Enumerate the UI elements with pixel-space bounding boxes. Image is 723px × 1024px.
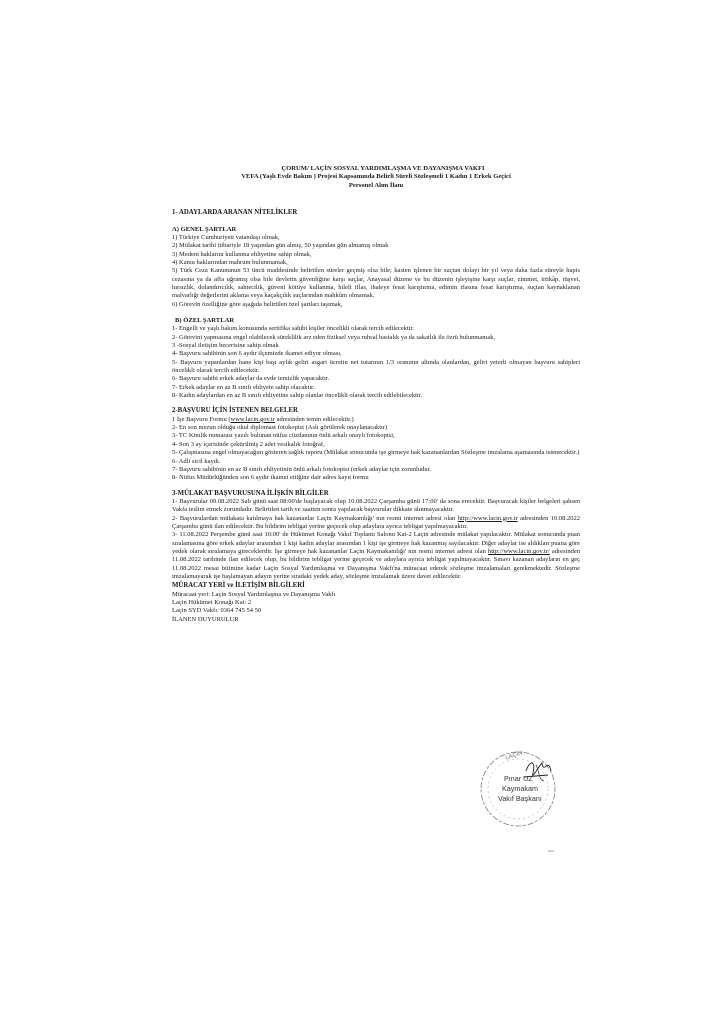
- special-conditions-list: [172, 325, 580, 400]
- list-item: 1- Engelli ve yaşlı bakım konusunda sertifika sahibi kişiler öncelikli olarak tercih edilecektir.: [172, 325, 415, 333]
- section-2-heading: 2-BAŞVURU İÇİN İSTENEN BELGELER: [172, 407, 298, 415]
- required-documents-list: [172, 416, 580, 483]
- item-text: adresinden temin edilecektir.): [274, 415, 354, 423]
- contact-line: Müracaat yeri: Laçin Sosyal Yardımlaşma ve Dayanışma Vakfı: [172, 590, 336, 598]
- contact-heading: MÜRACAT YERİ ve İLETİŞİM BİLGİLERİ: [172, 582, 305, 590]
- signatory-name: Pınar UZ: [504, 774, 533, 783]
- paragraph-text: 2- Başvurulardan mülakata katılmaya hak kazananlar Laçin Kaymakamlığı' nın resmi internet adresi olan: [172, 514, 458, 522]
- list-item: 5) Türk Ceza Kanununun 53 üncü maddesinde belirtilen süreler geçmiş olsa bile; kasten işlenen bir suçtan dolayı bir yıl veya daha fazla süreyle hapis cezasına ya da affa uğramış olsa bile devletin güvenliğine karşı suçlar, Anayasal düzene ve bu düzenin işleyişine karşı suçlar, zimmet, irtikâp, rüşvet, hırsızlık, dolandırıcılık, sahtecilik, güveni kötüye kullanma, hileli iflas, ihaleye fesat karıştırma, edimin ifasına fesat karıştırma, suçtan kaynaklanan malvarlığı değerlerini aklama veya kaçakçılık suçlarından mahkûm olmamak.: [172, 267, 580, 300]
- lacin-website-link[interactable]: http://www.lacin.gov.tr/: [487, 547, 550, 555]
- lacin-website-link[interactable]: www.lacin.gov.tr: [230, 415, 275, 423]
- signatory-title: Kaymakam: [502, 784, 538, 793]
- list-item: 3) Medeni haklarını kullanma ehliyetine sahip olmak,: [172, 250, 312, 258]
- contact-line: Laçin Hükümet Konağı Kat: 2: [172, 599, 252, 606]
- general-conditions-list: [172, 234, 580, 309]
- list-item: 4- Son 3 ay içerisinde çektirilmiş 2 adet vesikalık fotoğraf,: [172, 440, 325, 448]
- contact-line: Laçin SYD Vakfı: 0364 745 54 50: [172, 607, 262, 615]
- general-conditions-heading: A) GENEL ŞARTLAR: [172, 225, 237, 233]
- section-1-heading: 1- ADAYLARDA ARANAN NİTELİKLER: [172, 209, 298, 217]
- list-item: 7- Başvuru sahibinin en az B sınıfı ehliyetinin önlü arkalı fotokopisi (erkek adaylar için zorunludur.: [172, 465, 432, 473]
- announcement-document: [172, 165, 580, 624]
- special-conditions-heading: B) ÖZEL ŞARTLAR: [175, 317, 235, 324]
- interview-paragraph-2: [172, 515, 580, 532]
- list-item: 5- Çalışmasına engel olmayacağını gösteren sağlık raporu (Mülakat sonucunda işe girmeye hak kazananlardan Sözleşme imzalama aşamasında istenecektir.): [172, 449, 580, 457]
- list-item: 2- Görevini yapmasına engel olabilecek süreklilik arz eden fiziksel veya ruhsal hastalık ya da sakatlık ile özrü bulunmamak,: [172, 333, 496, 341]
- document-title: [172, 165, 580, 190]
- interview-paragraph-3: [172, 531, 580, 581]
- paragraph-text: adresinden 10.08.2022 Çarşamba günü ilan edilecektir. Bu bildirim tebligat yerine geçecek olup adaylara ayrıca tebligat yapılmayacaktır.: [172, 514, 580, 530]
- paragraph-text: adresinden 11.08.2022 tarihinde ilan edilecek olup, bu bildirim tebligat yerine geçecek ve adaylara ayrıca tebligat yapılmayacaktır. Sınavı kazanan adayların en geç 11.08.2022 mesai bitimine kadar Laçin Sosyal Yardımlaşma ve Dayanışma Vakfı'na müracaat ederek sözleşme imzalamaları gerekmektedir. Sözleşme imzalamayarak işe başlamayan adayın yerine sıradaki yedek aday, sözleşme imzalamak üzere davet edilecektir.: [172, 547, 580, 580]
- title-line-1: ÇORUM/ LAÇİN SOSYAL YARDIMLAŞMA VE DAYANIŞMA VAKFI: [281, 165, 485, 172]
- title-line-3: Personel Alım İlanı: [348, 181, 404, 189]
- paragraph-text: 3- 11.08.2022 Perşembe günü saat 10:00' de Hükümet Konağı Vakıf Toplantı Salonu Kat-2 Laçin adresinde mülakat yapılacaktır. Mülakat sonucunda puan sıralamasına göre erkek adaylar arasından 1 kişi kadın adaylar arasından 1 kişi işe girmeye hak kazanmış sayılacaktır. Diğer adaylar ise aldıkları puana göre yedek olarak sıralamaya gireceklerdir. İşe girmeye hak kazananlar Laçin Kaymakamlığı' nın resmi internet adresi olan: [172, 531, 580, 555]
- svg-text:LAÇİN: LAÇİN: [504, 750, 524, 762]
- list-item: 4- Başvuru sahibinin son 6 aydır ilçemizde ikamet ediyor olması,: [172, 350, 342, 358]
- list-item: 8- Nüfus Müdürlüğünden son 6 aydır ikamet ettiğine dair adres kayıt formu: [172, 474, 369, 482]
- list-item: 2- En son mezun olduğu okul diplomast fotokopisi (Aslı görülerek onaylanacaktır): [172, 424, 388, 432]
- contact-info: [172, 591, 580, 624]
- list-item: 6) Görevin özelliğine göre aşağıda belirtilen özel şartları taşımak,: [172, 300, 343, 308]
- list-item: [172, 416, 580, 424]
- announcement-closing: İLANEN DUYURULUR: [172, 615, 239, 623]
- official-stamp-signature: [478, 745, 564, 831]
- interview-paragraph-1: 1- Başvurular 09.08.2022 Salı günü saat 08:00'de başlayacak olup 10.08.2022 Çarşamba günü 17:00' da sona erecektir. Başvuracak kişiler belgeleri şahsen Vakfa teslim etmek zorundadır. Belirtilen tarih ve saatten sonra yapılacak başvurular dikkate alınmayacaktır.: [172, 497, 580, 514]
- title-line-2: VEFA (Yaşlı Evde Bakım ) Projesi Kapsamında Belirli Süreli Sözleşmeli 1 Kadın 1 Erkek Geçici: [241, 173, 511, 181]
- list-item: 7- Erkek adaylar en az B sınıfı ehliyete sahip olacaktır.: [172, 383, 315, 391]
- section-3-heading: 3-MÜLAKAT BAŞVURUSUNA İLİŞKİN BİLGİLER: [172, 489, 329, 497]
- list-item: 8- Kadın adaylardan en az B sınıfı ehliyetine sahip olanlar öncelikli olarak tercih edilebilecektir.: [172, 392, 423, 400]
- list-item: 5- Başvuru yapanlardan hane kişi başı aylık geliri asgari ücretin net tutarının 1/3 oranının altında olanlardan, geliri yeterli olmayan başvuru sahipleri öncelikli olarak tercih edilecektir.: [172, 358, 580, 375]
- list-item: 6- Adli sicil kaydı.: [172, 457, 221, 465]
- lacin-website-link[interactable]: http://www.lacin.gov.tr: [457, 514, 518, 522]
- list-item: 6- Başvuru sahibi erkek adaylar da evde temizlik yapacaktır.: [172, 375, 330, 383]
- list-item: 1) Türkiye Cumhuriyeti vatandaşı olmak,: [172, 233, 280, 241]
- scan-speck-icon: [548, 850, 554, 852]
- signatory-role: Vakıf Başkanı: [498, 794, 542, 803]
- list-item: 2) Mülakat tarihi itibariyle 18 yaşından gün almış, 50 yaşından gün almamış olmak: [172, 242, 389, 250]
- list-item: 3- TC Kimlik numarası yazılı bulunan nüfus cüzdanının önlü arkalı onaylı fotokopisi,: [172, 432, 395, 440]
- list-item: 3 -Sosyal iletişim becerisine sahip olmak: [172, 342, 279, 350]
- list-item: 4) Kamu haklarından mahrum bulunmamak,: [172, 258, 288, 266]
- item-text: 1 İşe Başvuru Formu (: [172, 415, 231, 423]
